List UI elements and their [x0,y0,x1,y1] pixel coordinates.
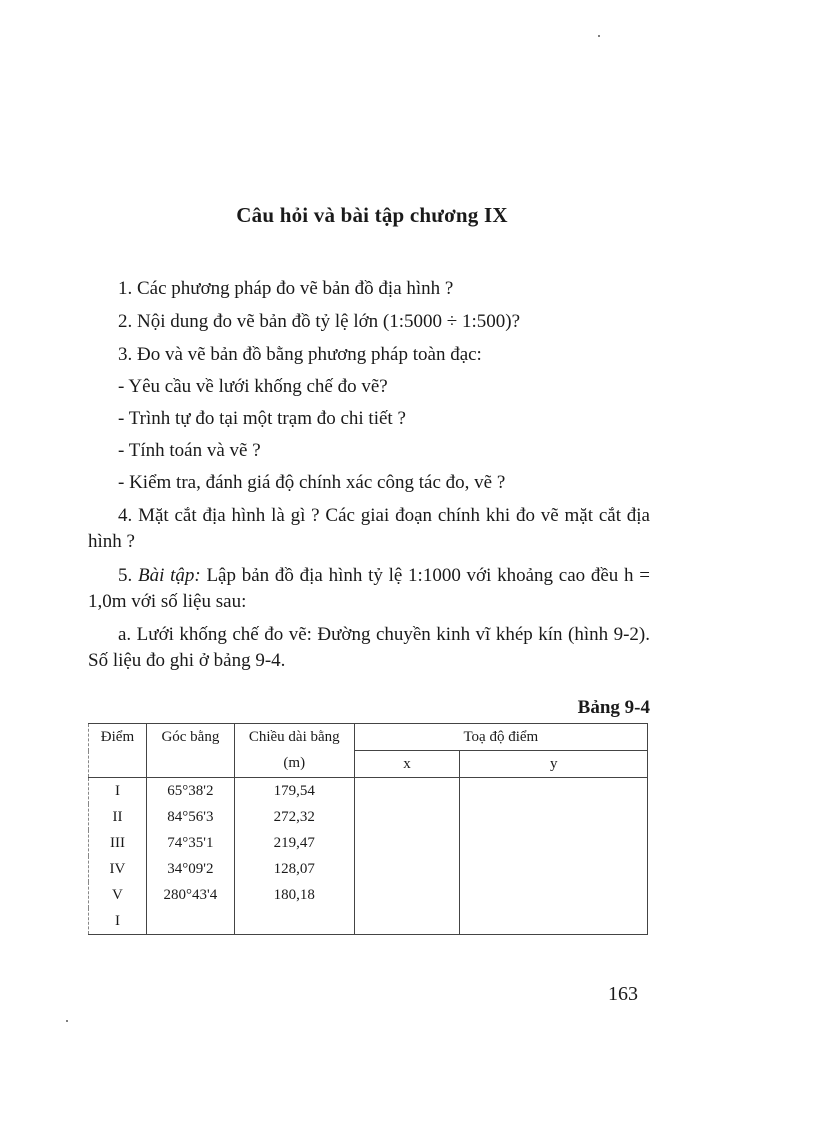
cell-point: II [89,804,147,830]
cell-point: I [89,908,147,935]
cell-y [460,882,648,908]
cell-length [234,908,354,935]
cell-x [354,778,460,805]
cell-angle: 34°09'2 [146,856,234,882]
question-5-number: 5. [118,565,133,586]
header-y: y [460,751,648,778]
cell-length: 179,54 [234,778,354,805]
cell-angle [146,908,234,935]
cell-length: 219,47 [234,830,354,856]
cell-x [354,882,460,908]
question-3c: - Tính toán và vẽ ? [118,440,261,461]
question-2: 2. Nội dung đo vẽ bản đồ tỷ lệ lớn (1:5000 ÷ 1:500)? [118,311,521,332]
cell-point: I [89,778,147,805]
cell-x [354,856,460,882]
cell-y [460,830,648,856]
question-3b: - Trình tự đo tại một trạm đo chi tiết ? [118,408,406,429]
table-row [89,804,648,830]
cell-angle: 74°35'1 [146,830,234,856]
cell-point: III [89,830,147,856]
cell-x [354,830,460,856]
question-5-text: Lập bản đồ địa hình tỷ lệ 1:1000 với khoảng cao đều h = 1,0m với số liệu sau: [88,565,650,612]
question-5a-text: a. Lưới khống chế đo vẽ: Đường chuyền kinh vĩ khép kín (hình 9-2). Số liệu đo ghi ở bảng 9-4. [88,624,650,671]
cell-y [460,908,648,935]
question-3a: - Yêu cầu về lưới khống chế đo vẽ? [118,376,388,397]
header-length: Chiều dài bằng [234,724,354,751]
page-number: 163 [608,983,638,1005]
question-3d: - Kiểm tra, đánh giá độ chính xác công tác đo, vẽ ? [118,472,506,493]
cell-angle: 280°43'4 [146,882,234,908]
data-table [88,723,648,935]
question-4-text: 4. Mặt cắt địa hình là gì ? Các giai đoạn chính khi đo vẽ mặt cắt địa hình ? [88,505,650,552]
cell-length: 180,18 [234,882,354,908]
cell-x [354,804,460,830]
cell-angle: 65°38'2 [146,778,234,805]
table-caption: Bảng 9-4 [577,697,650,718]
header-length-unit: (m) [234,751,354,778]
table-row [89,856,648,882]
header-x: x [354,751,460,778]
scan-speck [598,35,600,37]
table-row [89,830,648,856]
scan-speck [66,1020,68,1022]
question-5-label: Bài tập: [137,565,201,586]
header-coords: Toạ độ điểm [354,724,647,751]
question-3: 3. Đo và vẽ bản đồ bằng phương pháp toàn đạc: [118,344,482,365]
cell-point: IV [89,856,147,882]
header-point-blank [89,751,147,778]
question-5a [88,622,650,674]
header-point: Điểm [89,724,147,751]
cell-y [460,778,648,805]
header-angle: Góc bằng [146,724,234,751]
question-1: 1. Các phương pháp đo vẽ bản đồ địa hình ? [118,278,454,299]
cell-angle: 84°56'3 [146,804,234,830]
question-4 [88,503,650,555]
chapter-title: Câu hỏi và bài tập chương IX [236,203,508,227]
table-row [89,882,648,908]
cell-length: 272,32 [234,804,354,830]
cell-y [460,856,648,882]
table-row [89,908,648,935]
cell-y [460,804,648,830]
header-angle-blank [146,751,234,778]
table-header-row [89,724,648,751]
cell-x [354,908,460,935]
table-row [89,778,648,805]
cell-point: V [89,882,147,908]
table-subheader-row [89,751,648,778]
question-5 [88,563,650,615]
cell-length: 128,07 [234,856,354,882]
